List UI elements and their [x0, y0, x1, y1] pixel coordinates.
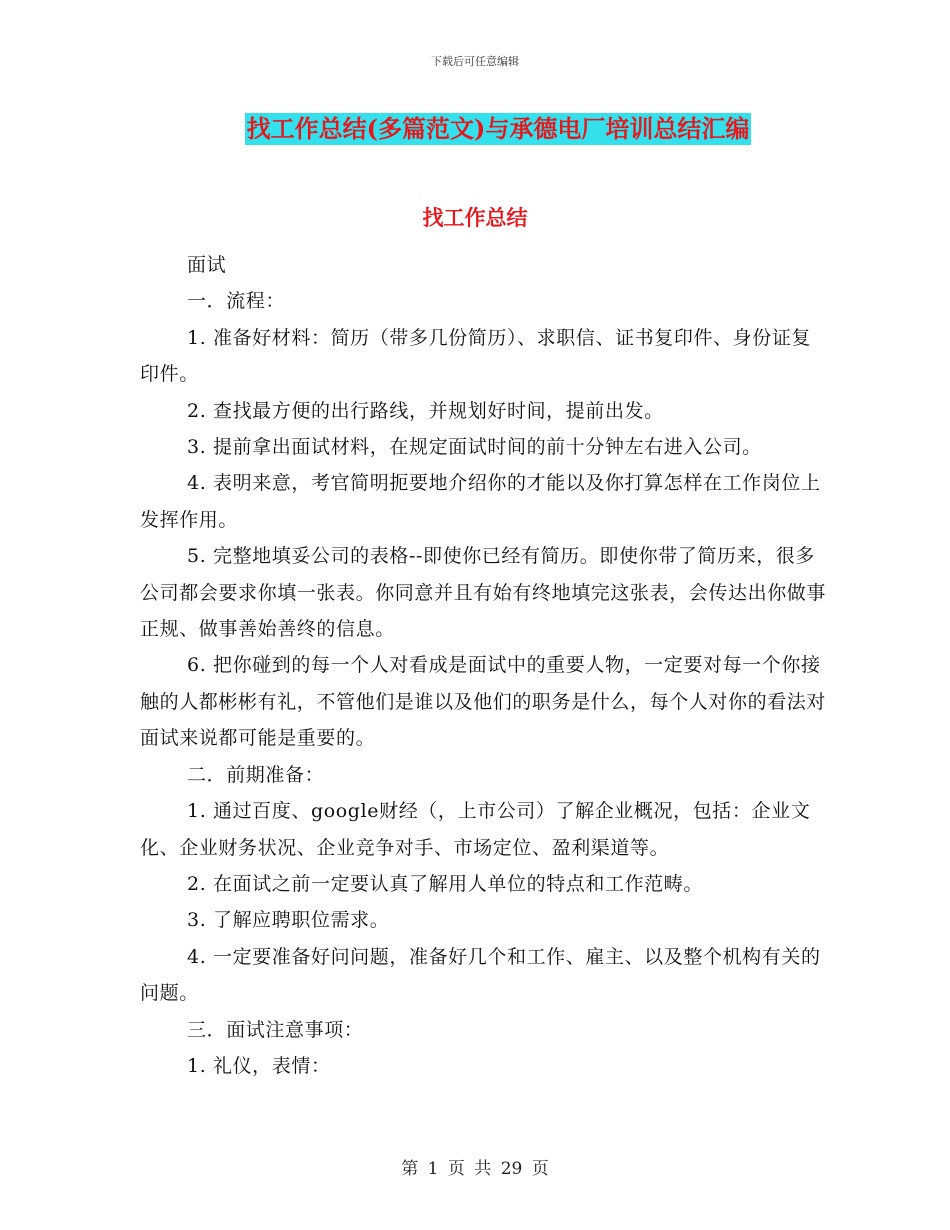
document-title-text: 找工作总结(多篇范文)与承德电厂培训总结汇编: [246, 114, 750, 143]
body-paragraph: 3. 了解应聘职位需求。: [187, 909, 390, 932]
body-paragraph: 3. 提前拿出面试材料，在规定面试时间的前十分钟左右进入公司。: [187, 436, 762, 459]
body-paragraph: 二．前期准备：: [187, 763, 325, 786]
body-paragraph: 6. 把你碰到的每一个人对看成是面试中的重要人物，一定要对每一个你接触的人都彬彬有礼，不管他们是谁以及他们的职务是什么，每个人对你的看法对面试来说都可能是重要的。: [140, 654, 827, 750]
page-footer: 第 1 页 共 29 页: [401, 1159, 549, 1179]
document-body: [140, 247, 830, 1084]
body-paragraph: 4. 一定要准备好问问题，准备好几个和工作、雇主、以及整个机构有关的问题。: [140, 945, 821, 1005]
body-paragraph: 三．面试注意事项：: [187, 1018, 364, 1041]
body-paragraph: 1. 礼仪，表情：: [187, 1054, 331, 1077]
body-paragraph: 面试: [187, 254, 227, 276]
body-paragraph: 一．流程：: [187, 290, 286, 313]
body-paragraph: 4. 表明来意，考官简明扼要地介绍你的才能以及你打算怎样在工作岗位上发挥作用。: [140, 472, 821, 531]
body-paragraph: 2. 在面试之前一定要认真了解用人单位的特点和工作范畴。: [187, 872, 703, 895]
header-note: 下载后可任意编辑: [431, 55, 519, 68]
document-title: [0, 113, 950, 145]
body-paragraph: 1. 准备好材料：简历（带多几份简历）、求职信、证书复印件、身份证复印件。: [140, 326, 812, 386]
body-paragraph: 1. 通过百度、google财经（，上市公司）了解企业概况，包括：企业文化、企业财务状况、企业竞争对手、市场定位、盈利渠道等。: [140, 800, 811, 859]
body-paragraph: 5. 完整地填妥公司的表格--即使你已经有简历。即使你带了简历来，很多公司都会要求你填一张表。你同意并且有始有终地填完这张表，会传达出你做事正规、做事善始善终的信息。: [140, 545, 827, 641]
body-paragraph: 2. 查找最方便的出行路线，并规划好时间，提前出发。: [187, 399, 664, 422]
section-title: 找工作总结: [422, 205, 528, 230]
